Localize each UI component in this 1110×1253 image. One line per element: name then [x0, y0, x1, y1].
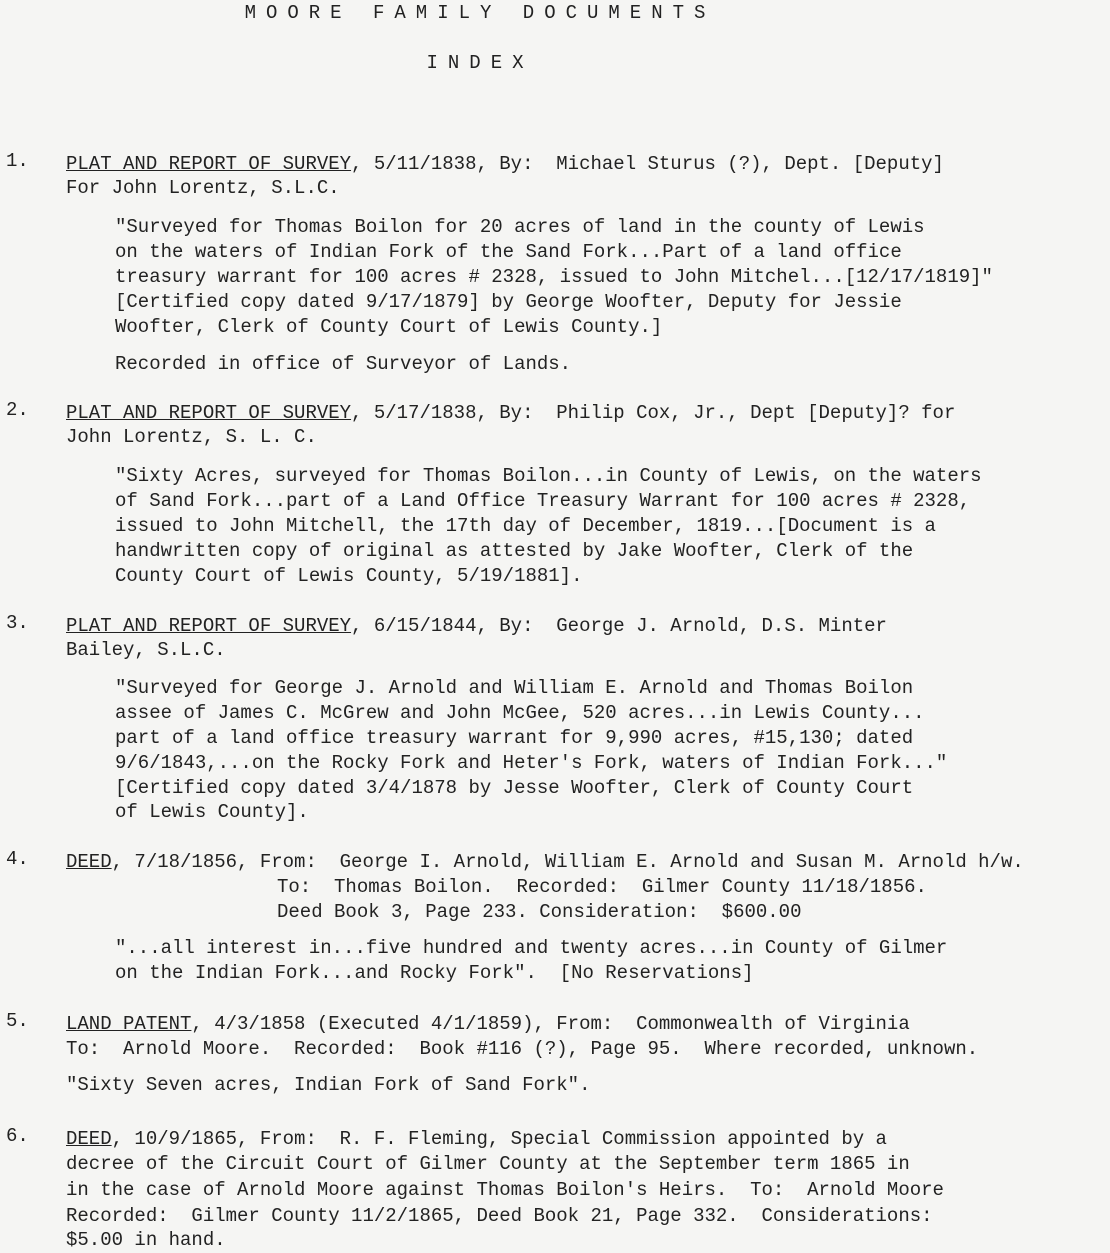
entry-detail-line: decree of the Circuit Court of Gilmer County at the September term 1865 in — [66, 1153, 910, 1175]
entry-heading — [66, 401, 955, 426]
quote-line: [Certified copy dated 3/4/1878 by Jesse Woofter, Clerk of County Court — [115, 777, 914, 799]
quote-line: Woofter, Clerk of County Court of Lewis County.] — [115, 316, 663, 338]
entry-note: Recorded in office of Surveyor of Lands. — [115, 353, 572, 375]
entry-details: , 6/15/1844, By: George J. Arnold, D.S. Minter — [351, 615, 887, 637]
entry-details: , 5/17/1838, By: Philip Cox, Jr., Dept [Deputy]? for — [351, 402, 956, 424]
quote-line: of Lewis County]. — [115, 801, 309, 823]
entry-heading — [66, 1127, 887, 1152]
quote-line: "Surveyed for George J. Arnold and William E. Arnold and Thomas Boilon — [115, 677, 914, 699]
entry-detail-line: Recorded: Gilmer County 11/2/1865, Deed Book 21, Page 332. Considerations: — [66, 1205, 933, 1227]
entry-details: , 5/11/1838, By: Michael Sturus (?), Dept. [Deputy] — [351, 153, 944, 175]
quote-line: part of a land office treasury warrant for 9,990 acres, #15,130; dated — [115, 727, 914, 749]
document-title: MOORE FAMILY DOCUMENTS — [244, 2, 716, 24]
quote-line: "Sixty Acres, surveyed for Thomas Boilon...in County of Lewis, on the waters — [115, 465, 982, 487]
entry-number: 4. — [6, 848, 29, 870]
quote-line: 9/6/1843,...on the Rocky Fork and Heter's Fork, waters of Indian Fork..." — [115, 752, 948, 774]
doc-type: DEED — [66, 1128, 112, 1150]
quote-line: County Court of Lewis County, 5/19/1881]. — [115, 565, 583, 587]
quote-line: "Sixty Seven acres, Indian Fork of Sand Fork". — [66, 1074, 591, 1096]
quote-line: issued to John Mitchell, the 17th day of December, 1819...[Document is a — [115, 515, 936, 537]
entry-number: 1. — [6, 150, 29, 172]
quote-line: treasury warrant for 100 acres # 2328, issued to John Mitchel...[12/17/1819]" — [115, 266, 993, 288]
entry-number: 2. — [6, 399, 29, 421]
entry-heading — [66, 1012, 910, 1037]
entry-details: , 7/18/1856, From: George I. Arnold, William E. Arnold and Susan M. Arnold h/w. — [111, 851, 1024, 873]
entry-details: , 10/9/1865, From: R. F. Fleming, Special Commission appointed by a — [111, 1128, 887, 1150]
entry-detail-line: Bailey, S.L.C. — [66, 639, 226, 661]
entry-details: , 4/3/1858 (Executed 4/1/1859), From: Commonwealth of Virginia — [191, 1013, 910, 1035]
entry-number: 3. — [6, 612, 29, 634]
doc-type: PLAT AND REPORT OF SURVEY — [66, 615, 352, 637]
quote-line: [Certified copy dated 9/17/1879] by George Woofter, Deputy for Jessie — [115, 291, 902, 313]
entry-detail-line: To: Thomas Boilon. Recorded: Gilmer County 11/18/1856. — [277, 876, 927, 898]
entry-detail-line: in the case of Arnold Moore against Thomas Boilon's Heirs. To: Arnold Moore — [66, 1179, 944, 1201]
index-heading: INDEX — [426, 52, 534, 74]
doc-type: PLAT AND REPORT OF SURVEY — [66, 402, 352, 424]
entry-detail-line: John Lorentz, S. L. C. — [66, 426, 317, 448]
quote-line: assee of James C. McGrew and John McGee, 520 acres...in Lewis County... — [115, 702, 925, 724]
quote-line: on the Indian Fork...and Rocky Fork". [No Reservations] — [115, 962, 754, 984]
entry-number: 5. — [6, 1010, 29, 1032]
quote-line: "...all interest in...five hundred and twenty acres...in County of Gilmer — [115, 937, 948, 959]
quote-line: of Sand Fork...part of a Land Office Treasury Warrant for 100 acres # 2328, — [115, 490, 971, 512]
entry-heading — [66, 850, 1024, 875]
quote-line: "Surveyed for Thomas Boilon for 20 acres of land in the county of Lewis — [115, 216, 925, 238]
entry-detail-line: To: Arnold Moore. Recorded: Book #116 (?), Page 95. Where recorded, unknown. — [66, 1038, 979, 1060]
doc-type: DEED — [66, 851, 112, 873]
quote-line: handwritten copy of original as attested by Jake Woofter, Clerk of the — [115, 540, 914, 562]
entry-heading — [66, 152, 944, 177]
entry-detail-line: For John Lorentz, S.L.C. — [66, 177, 340, 199]
entry-detail-line: Deed Book 3, Page 233. Consideration: $600.00 — [277, 901, 802, 923]
entry-detail-line: $5.00 in hand. — [66, 1229, 226, 1251]
entry-heading — [66, 614, 887, 639]
doc-type: PLAT AND REPORT OF SURVEY — [66, 153, 352, 175]
doc-type: LAND PATENT — [66, 1013, 192, 1035]
quote-line: on the waters of Indian Fork of the Sand Fork...Part of a land office — [115, 241, 902, 263]
entry-number: 6. — [6, 1125, 29, 1147]
